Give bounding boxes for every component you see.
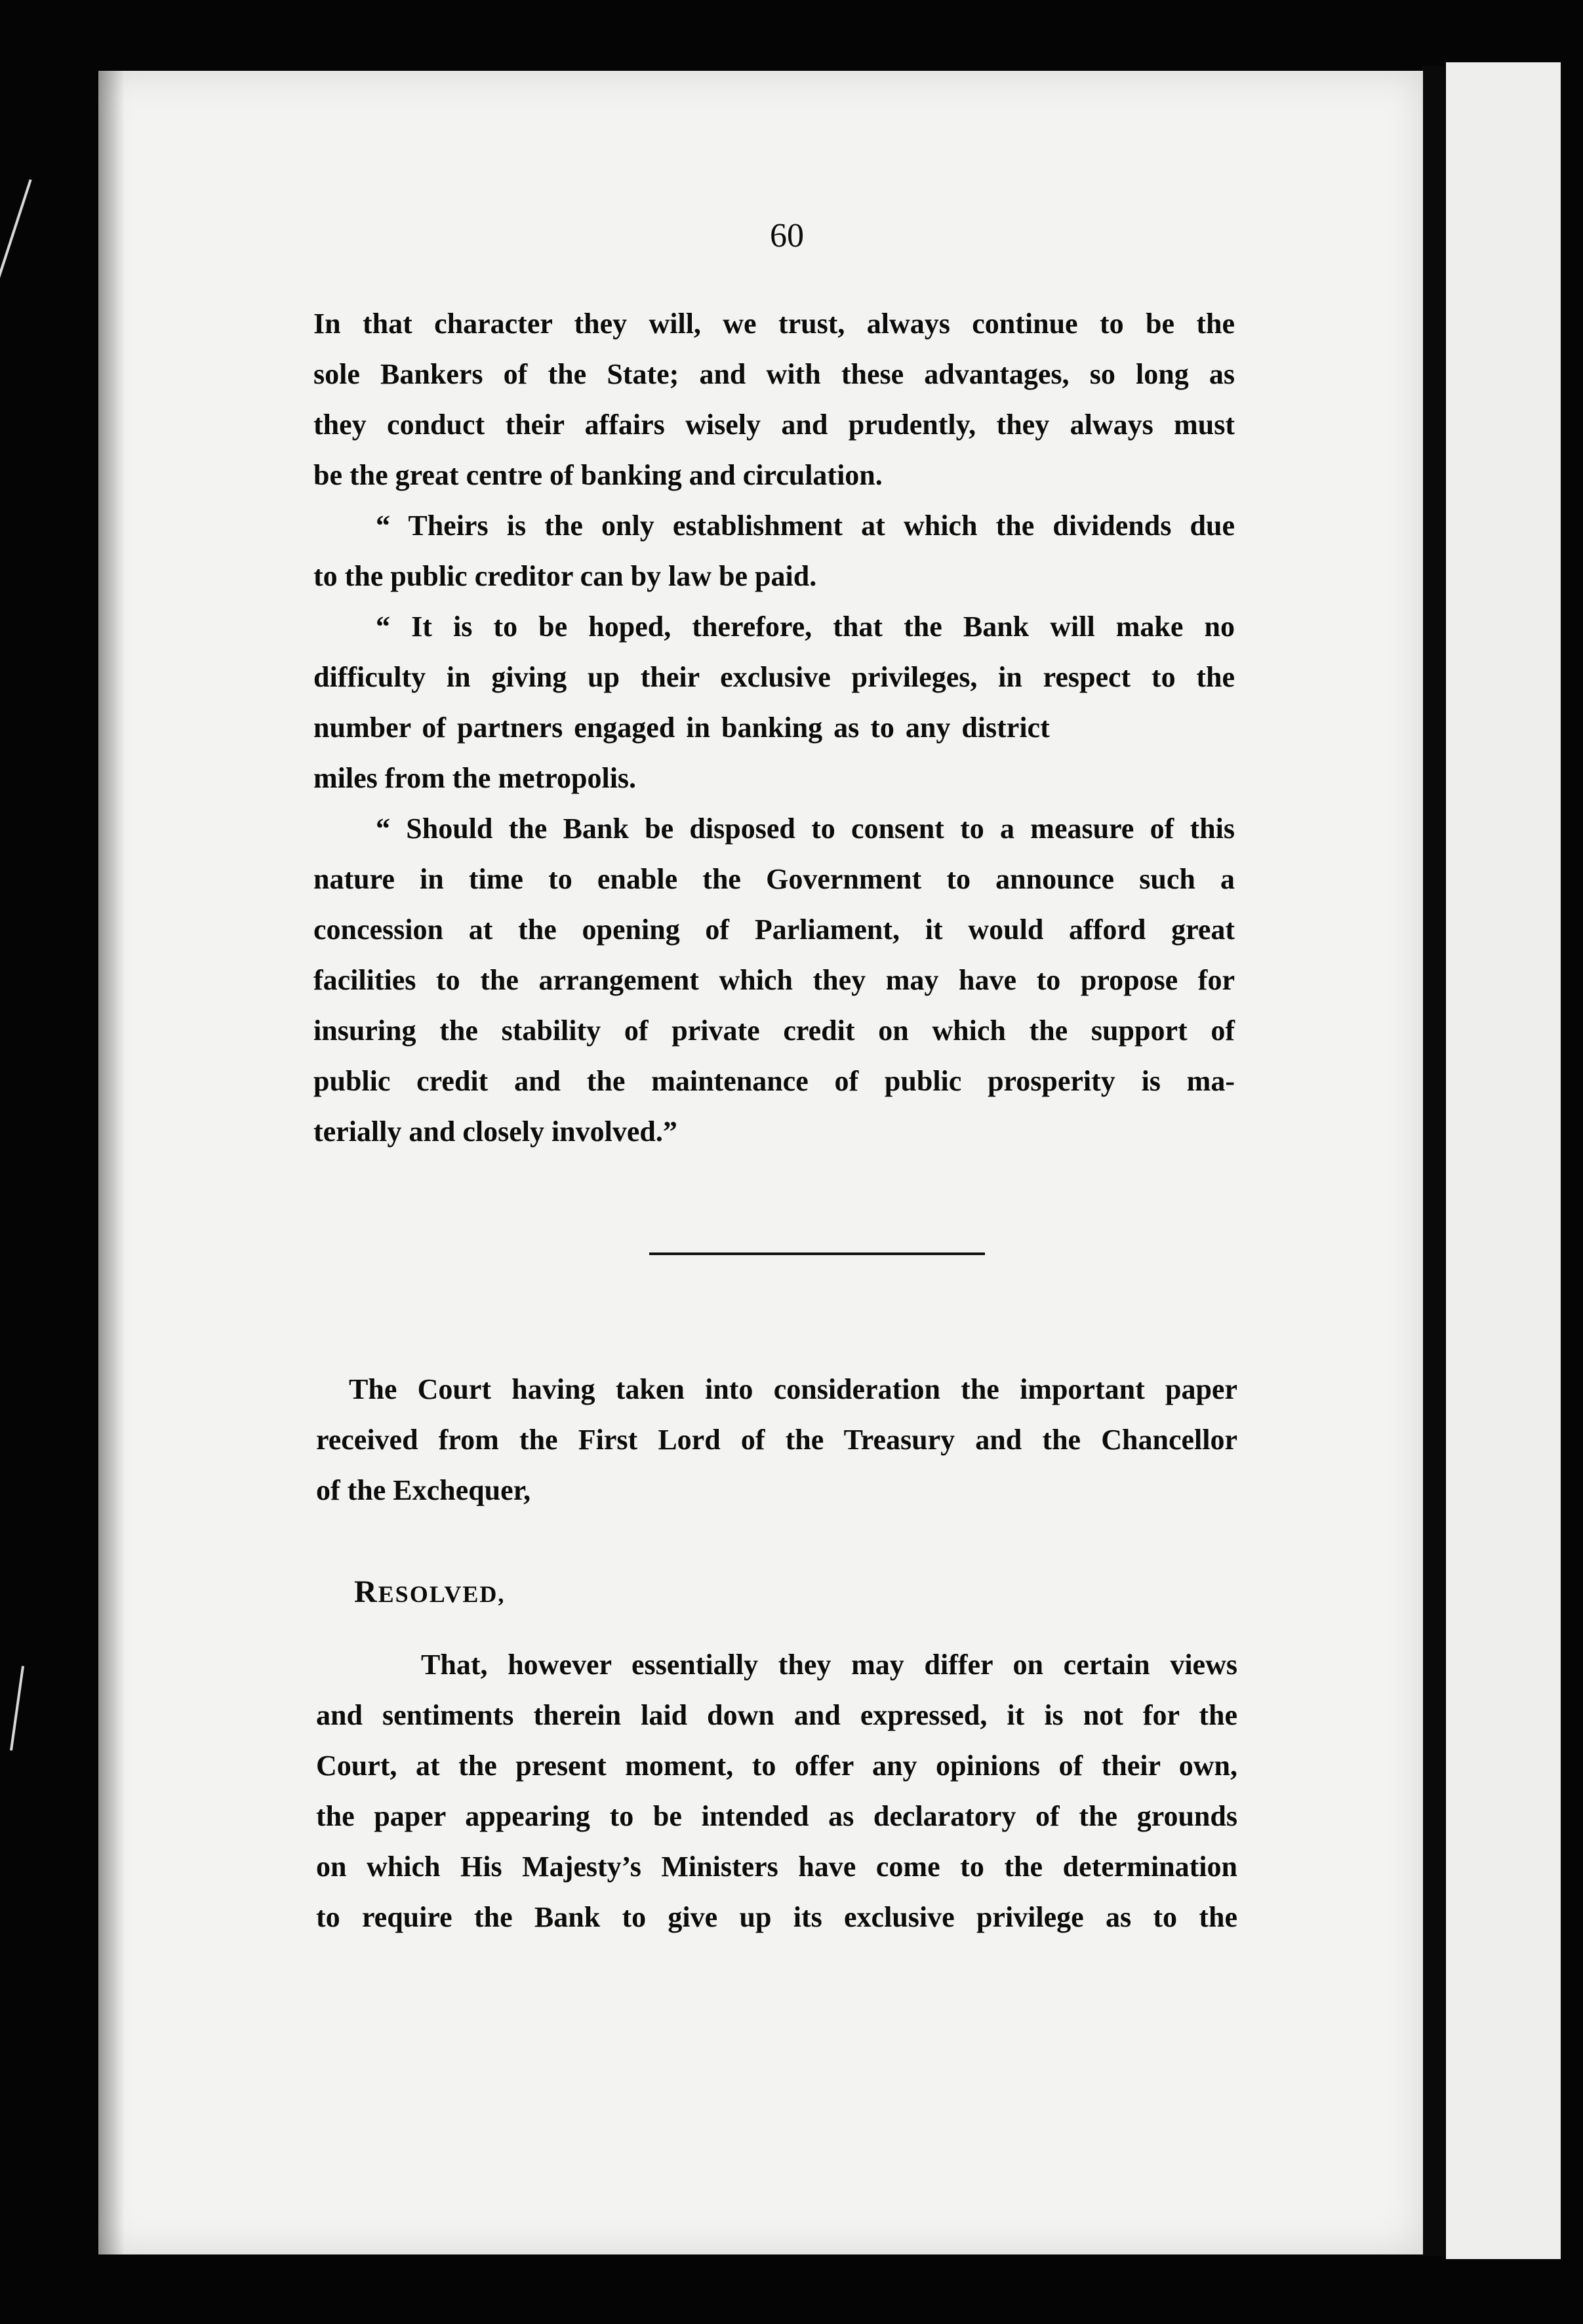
text-line: “ Should the Bank be disposed to consent to a measure of this xyxy=(376,812,1235,845)
text-line: facilities to the arrangement which they may have to propose for xyxy=(313,964,1235,996)
page-edge-shadow xyxy=(98,71,125,2254)
text-line: “ It is to be hoped, therefore, that the Bank will make no xyxy=(376,611,1235,643)
text-line: That, however essentially they may differ on certain views xyxy=(421,1649,1237,1681)
court-paragraph xyxy=(316,1364,1237,1515)
text-line: on which His Majesty’s Ministers have come to the determination xyxy=(316,1851,1237,1883)
binding-shadow xyxy=(1422,66,1444,2256)
text-line: and sentiments therein laid down and expressed, it is not for the xyxy=(316,1699,1237,1731)
text-line: number of partners engaged in banking as to any district xyxy=(313,711,1050,744)
text-line: concession at the opening of Parliament, it would afford great xyxy=(313,913,1235,946)
text-line: to the public creditor can by law be paid. xyxy=(313,560,817,592)
text-line: In that character they will, we trust, always continue to be the xyxy=(313,308,1235,340)
section-divider xyxy=(649,1252,985,1255)
resolution-paragraph xyxy=(316,1639,1237,1942)
text-line: of the Exchequer, xyxy=(316,1474,531,1506)
resolved-heading xyxy=(354,1574,505,1610)
text-line: Court, at the present moment, to offer any opinions of their own, xyxy=(316,1750,1237,1782)
text-line: the paper appearing to be intended as declaratory of the grounds xyxy=(316,1800,1237,1832)
text-line: they conduct their affairs wisely and prudently, they always must xyxy=(313,409,1235,441)
quoted-paragraphs xyxy=(313,298,1235,1157)
text-line: public credit and the maintenance of public prosperity is ma- xyxy=(313,1065,1235,1097)
text-line: to require the Bank to give up its exclusive privilege as to the xyxy=(316,1901,1237,1933)
page-number: 60 xyxy=(770,217,804,254)
text-line: be the great centre of banking and circulation. xyxy=(313,459,883,491)
facing-page-edge xyxy=(1446,62,1561,2259)
text-line: sole Bankers of the State; and with these advantages, so long as xyxy=(313,358,1235,390)
resolved-rest: ESOLVED, xyxy=(378,1581,506,1607)
text-line: miles from the metropolis. xyxy=(313,762,637,794)
text-line: nature in time to enable the Government to announce such a xyxy=(313,863,1235,895)
text-line: insuring the stability of private credit on which the support of xyxy=(313,1014,1235,1047)
text-line: received from the First Lord of the Treasury and the Chancellor xyxy=(316,1424,1237,1456)
text-line: The Court having taken into consideration the important paper xyxy=(349,1373,1237,1405)
text-line: “ Theirs is the only establishment at which the dividends due xyxy=(376,510,1235,542)
text-line: difficulty in giving up their exclusive privileges, in respect to the xyxy=(313,661,1235,693)
resolved-initial: R xyxy=(354,1574,378,1609)
text-line: terially and closely involved.” xyxy=(313,1115,677,1148)
